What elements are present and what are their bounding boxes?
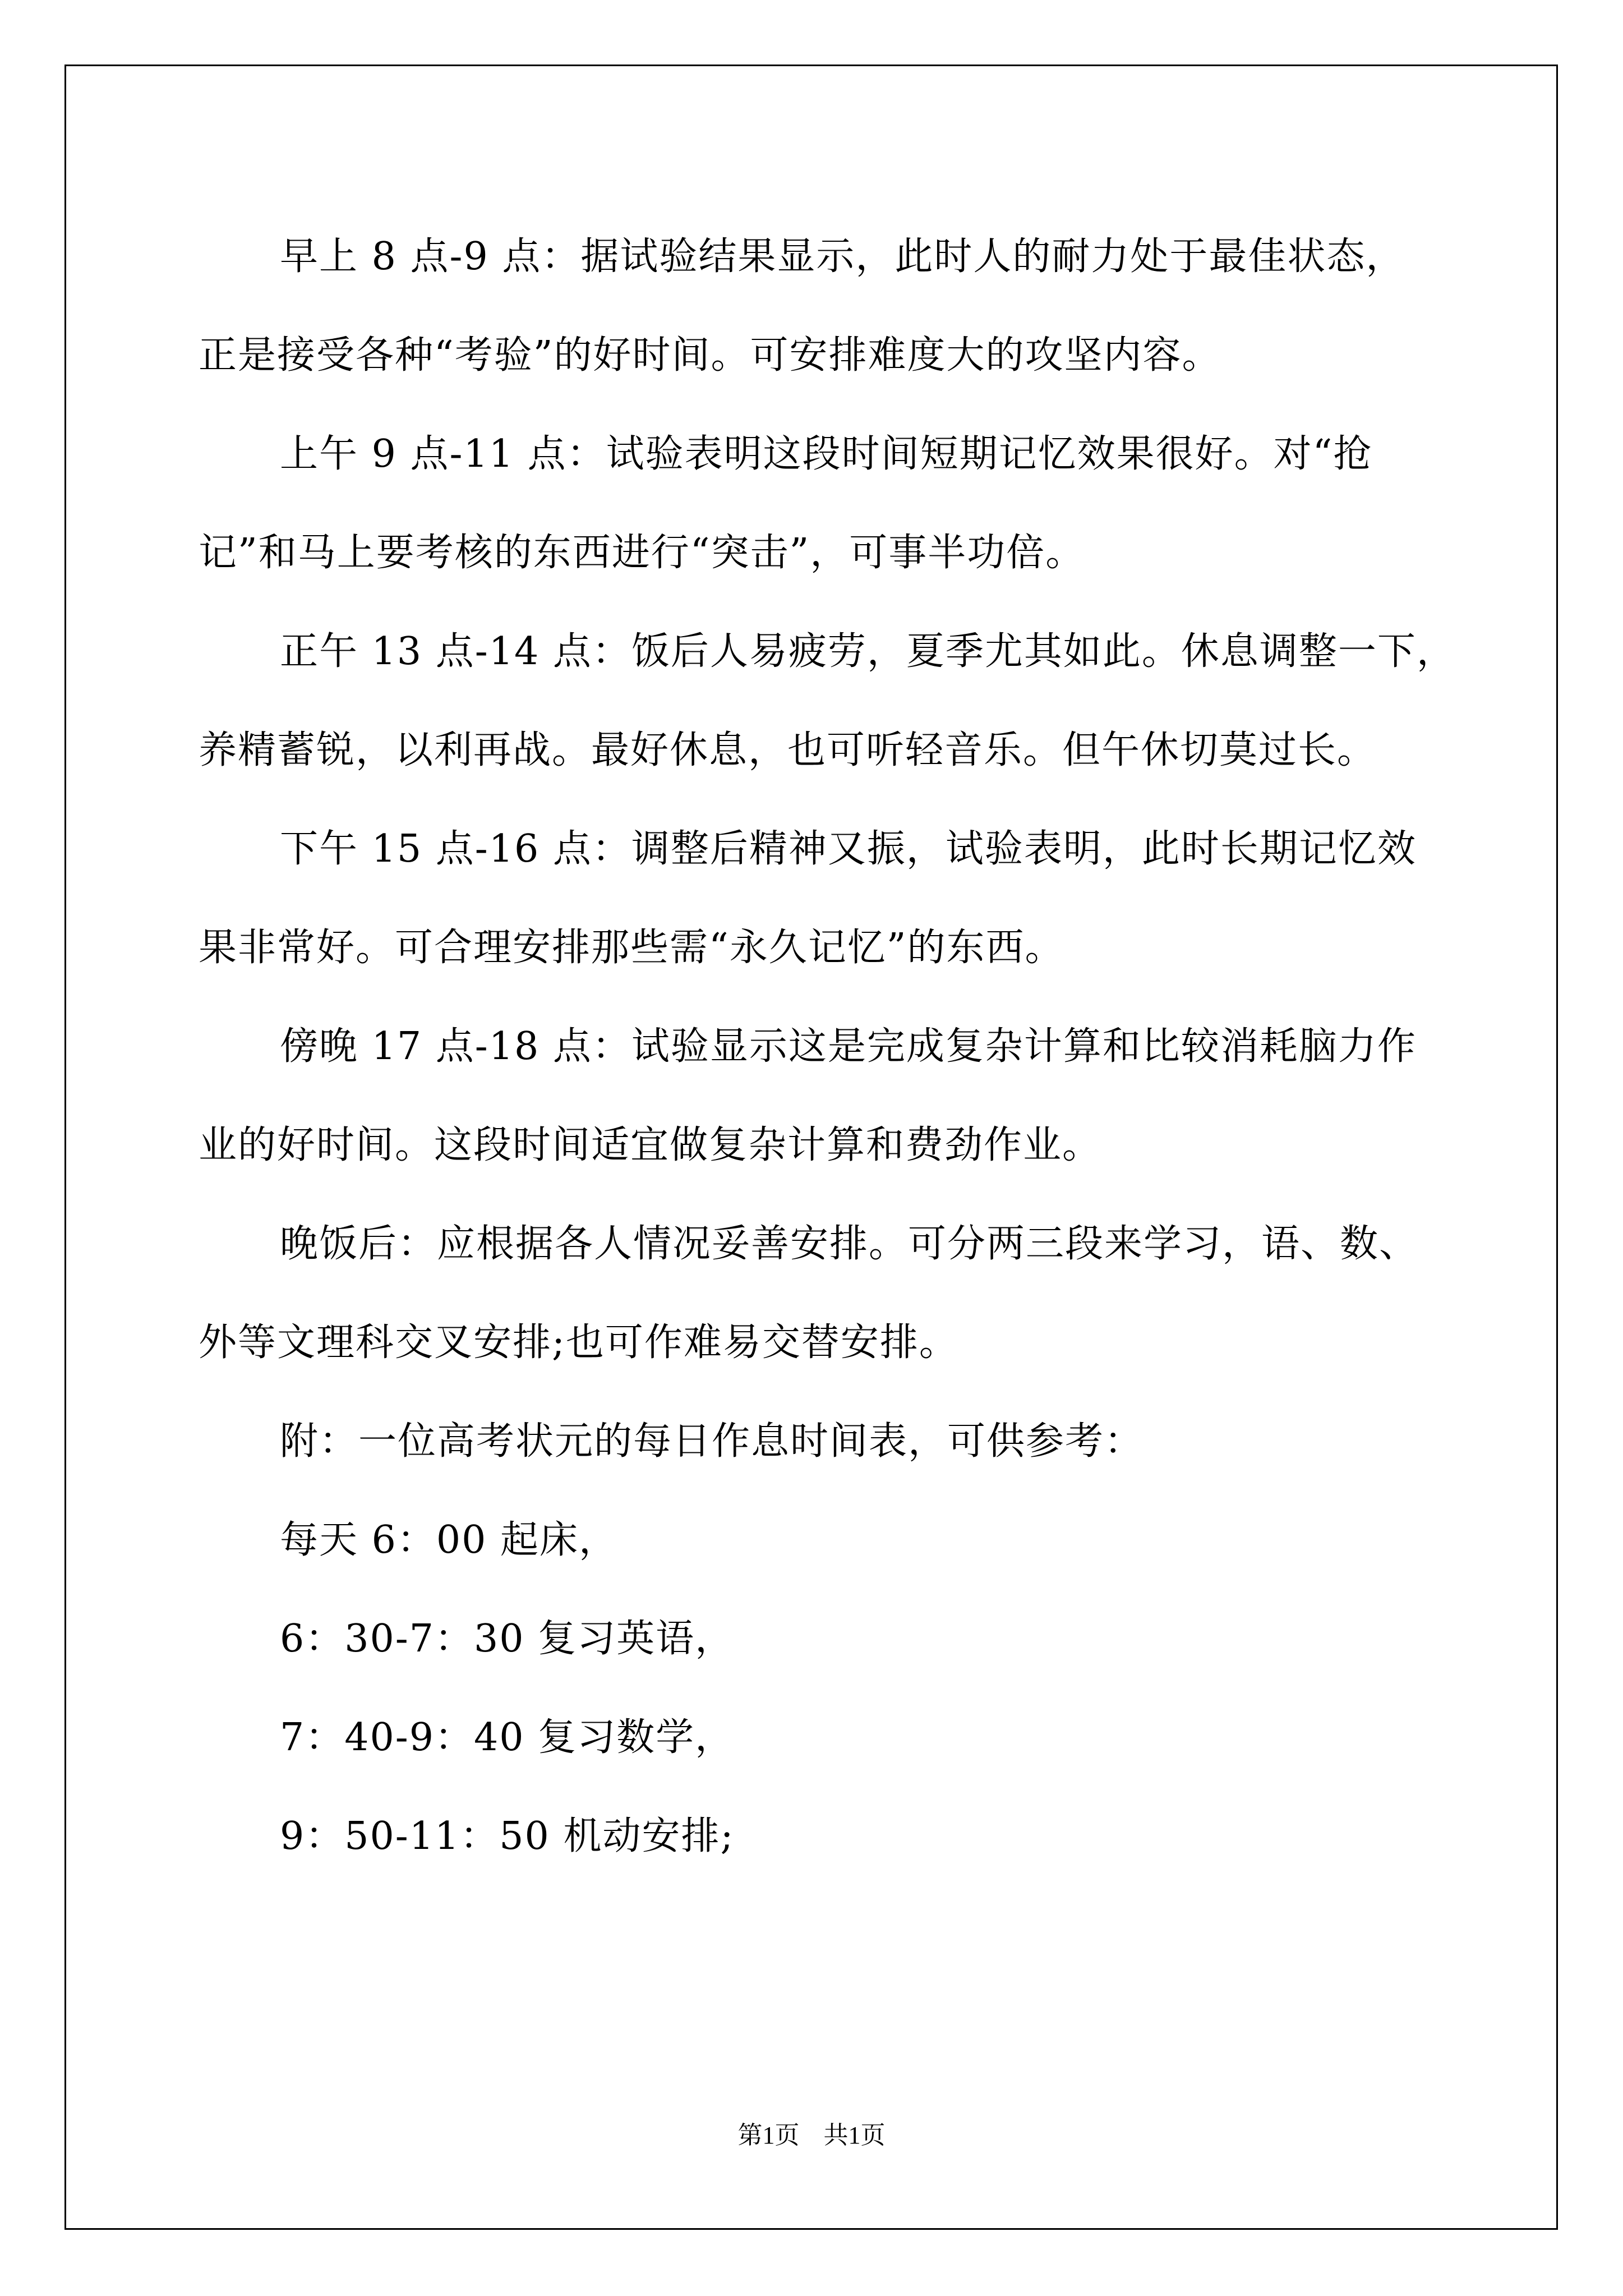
paragraph-line: 晚饭后：应根据各人情况妥善安排。可分两三段来学习，语、数、 — [280, 1222, 1419, 1266]
schedule-line: 每天 6：00 起床， — [280, 1518, 619, 1562]
paragraph-line: 养精蓄锐，以利再战。最好休息，也可听轻音乐。但午休切莫过长。 — [199, 728, 1377, 772]
page-number-current: 第1页 — [737, 2122, 800, 2149]
paragraph-line: 下午 15 点-16 点：调整后精神又振，试验表明，此时长期记忆效 — [280, 827, 1417, 871]
schedule-line: 9：50-11：50 机动安排; — [280, 1814, 735, 1858]
schedule-line: 6：30-7：30 复习英语， — [280, 1617, 735, 1661]
paragraph-line: 早上 8 点-9 点：据试验结果显示，此时人的耐力处于最佳状态， — [280, 234, 1405, 279]
document-body — [199, 208, 1456, 1886]
page-footer — [0, 2115, 1623, 2151]
paragraph-line: 正午 13 点-14 点：饭后人易疲劳，夏季尤其如此。休息调整一下， — [280, 629, 1456, 674]
paragraph-line: 果非常好。可合理安排那些需“永久记忆”的东西。 — [199, 926, 1064, 970]
schedule-line: 7：40-9：40 复习数学， — [280, 1715, 735, 1760]
paragraph-line: 上午 9 点-11 点：试验表明这段时间短期记忆效果很好。对“抢 — [280, 432, 1373, 476]
paragraph-line: 附：一位高考状元的每日作息时间表，可供参考： — [280, 1419, 1144, 1464]
paragraph-line: 傍晚 17 点-18 点：试验显示这是完成复杂计算和比较消耗脑力作 — [280, 1024, 1417, 1069]
paragraph-line: 正是接受各种“考验”的好时间。可安排难度大的攻坚内容。 — [199, 333, 1221, 378]
paragraph-line: 外等文理科交叉安排;也可作难易交替安排。 — [199, 1320, 958, 1365]
paragraph-line: 业的好时间。这段时间适宜做复杂计算和费劲作业。 — [199, 1123, 1102, 1167]
paragraph-line: 记”和马上要考核的东西进行“突击”，可事半功倍。 — [199, 531, 1085, 575]
page-number-total: 共1页 — [823, 2122, 886, 2149]
